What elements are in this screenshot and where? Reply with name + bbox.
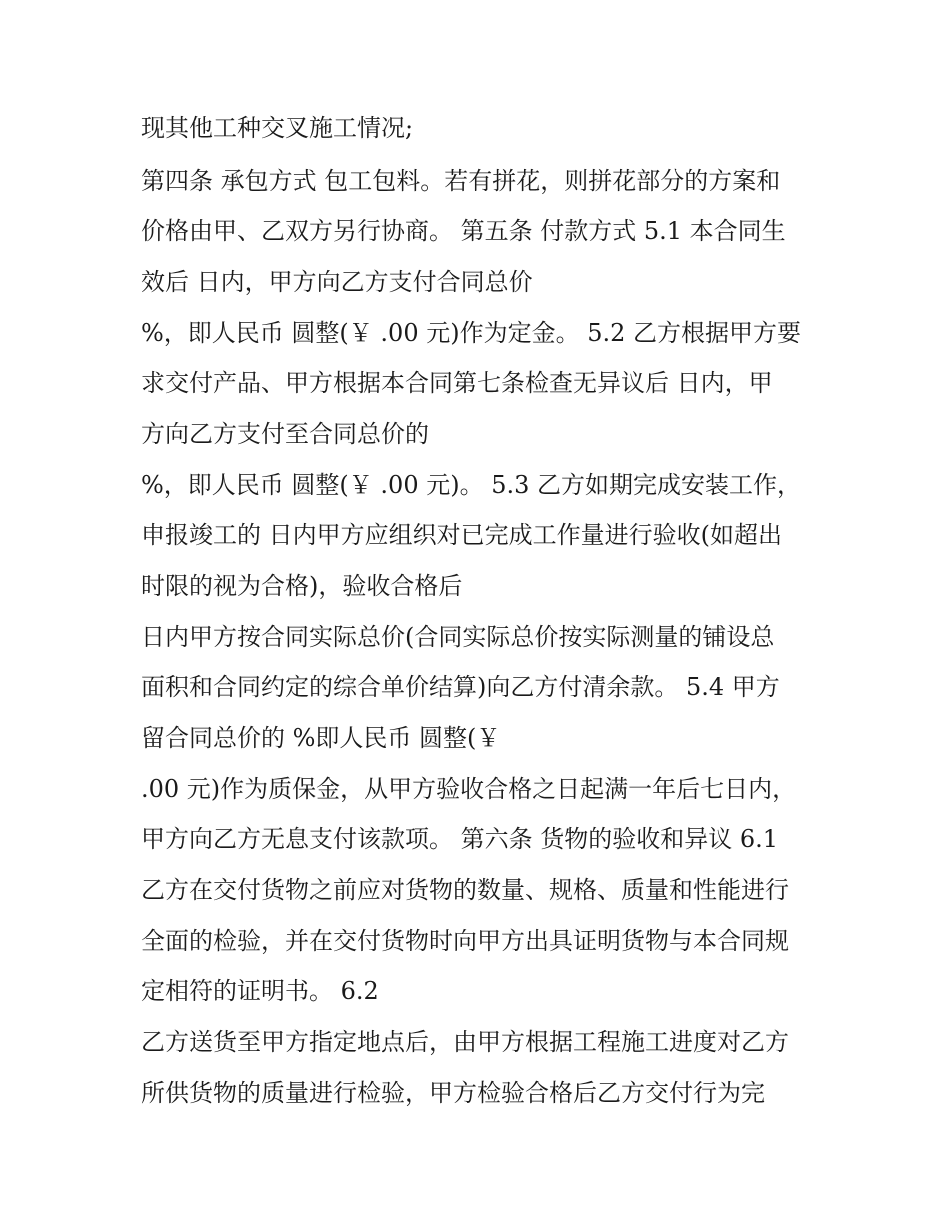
text-line: 所供货物的质量进行检验，甲方检验合格后乙方交付行为完 [141, 1079, 765, 1107]
text-line: 甲方向乙方无息支付该款项。 第六条 货物的验收和异议 6.1 [141, 825, 779, 853]
text-line: 价格由甲、乙双方另行协商。 第五条 付款方式 5.1 本合同生 [141, 217, 786, 245]
text-line: 全面的检验，并在交付货物时向甲方出具证明货物与本合同规 [141, 927, 789, 955]
text-line: 定相符的证明书。 6.2 [141, 977, 379, 1005]
text-line: 求交付产品、甲方根据本合同第七条检查无异议后 日内，甲 [141, 369, 773, 397]
text-line: .00 元)作为质保金，从甲方验收合格之日起满一年后七日内， [141, 775, 797, 803]
text-line: 乙方送货至甲方指定地点后，由甲方根据工程施工进度对乙方 [141, 1028, 789, 1056]
text-line: 面积和合同约定的综合单价结算)向乙方付清余款。 5.4 甲方 [141, 673, 780, 701]
text-line: 日内甲方按合同实际总价(合同实际总价按实际测量的铺设总 [141, 623, 775, 651]
text-line: 申报竣工的 日内甲方应组织对已完成工作量进行验收(如超出 [141, 521, 782, 549]
text-line: %，即人民币 圆整(￥ .00 元)。 5.3 乙方如期完成安装工作， [141, 471, 802, 499]
text-line: 第四条 承包方式 包工包料。若有拼花，则拼花部分的方案和 [141, 167, 781, 195]
text-line: 时限的视为合格)，验收合格后 [141, 572, 463, 600]
text-line: 乙方在交付货物之前应对货物的数量、规格、质量和性能进行 [141, 876, 789, 904]
text-line: %，即人民币 圆整(￥ .00 元)作为定金。 5.2 乙方根据甲方要 [141, 319, 802, 347]
text-line: 效后 日内，甲方向乙方支付合同总价 [141, 268, 533, 296]
text-line: 留合同总价的 %即人民币 圆整(￥ [141, 724, 501, 752]
text-line: 现其他工种交叉施工情况; [141, 114, 414, 142]
text-line: 方向乙方支付至合同总价的 [141, 420, 429, 448]
